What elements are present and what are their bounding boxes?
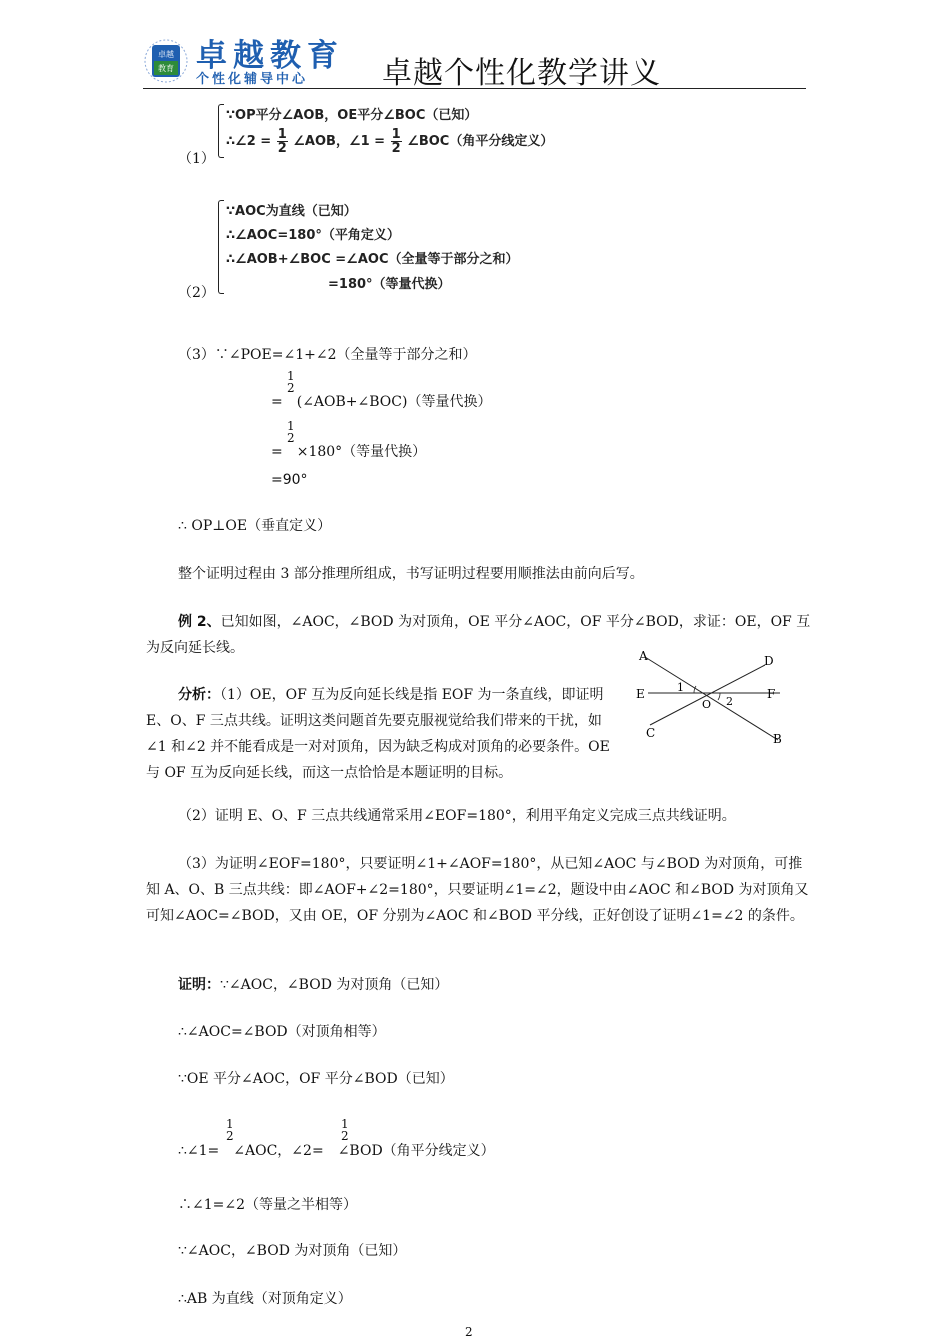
analysis-paragraph-1: 分析：（1）OE，OF 互为反向延长线是指 EOF 为一条直线，即证明 E、O、F 三点共线。证明这类问题首先要克服视觉给我们带来的干扰，如∠1 和∠2 并不能看成是一对对顶角，因为缺乏构成对顶角的必要条件。OE 与 OF 互为反向延长线，而这一点恰恰是本题证明的目标。	[146, 687, 610, 781]
label-O: O	[702, 698, 712, 711]
logo-text-bottom: 教育	[158, 64, 174, 73]
block1-line2-post: ∠BOC（角平分线定义）	[407, 134, 554, 149]
block1-line1: ∵OP平分∠AOB，OE平分∠BOC（已知）	[226, 108, 478, 123]
block3-fraction-2: 1 2	[287, 419, 295, 445]
block3-line4: =90°	[271, 472, 308, 488]
block1-fraction-a: $\frac{1}{2}$	[277, 127, 287, 156]
proof-step-3: ∵OE 平分∠AOC，OF 平分∠BOD（已知）	[178, 1071, 454, 1087]
proof-step-2: ∴∠AOC=∠BOD（对顶角相等）	[178, 1024, 386, 1040]
page-number: 2	[465, 1325, 473, 1339]
block1-line2	[226, 128, 553, 155]
brace-block-1	[218, 104, 224, 158]
block3-conclusion: ∴ OP⊥OE（垂直定义）	[178, 518, 332, 534]
angle-label-1: 1	[677, 681, 684, 694]
proof-step-6: ∵∠AOC，∠BOD 为对顶角（已知）	[178, 1243, 407, 1259]
label-D: D	[764, 654, 774, 668]
geometry-figure	[630, 645, 800, 745]
label-F: F	[767, 687, 776, 701]
brand-name: 卓越教育	[196, 38, 344, 74]
block2-line2: ∴∠AOC=180°（平角定义）	[226, 228, 400, 243]
proof-step-5: ∴∠1=∠2（等量之半相等）	[178, 1197, 358, 1213]
block2-line3: ∴∠AOB+∠BOC =∠AOC（全量等于部分之和）	[226, 252, 519, 267]
brand-logo	[143, 38, 189, 84]
block2-line4: =180°（等量代换）	[328, 277, 451, 292]
label-B: B	[773, 732, 782, 745]
analysis-paragraph-3: （3）为证明∠EOF=180°，只要证明∠1+∠AOF=180°，从已知∠AOC 与∠BOD 为对顶角，可推知 A、O、B 三点共线：即∠AOF+∠2=180°，只要证明∠1=∠2，题设中由∠AOC 和∠BOD 为对顶角又可知∠AOC=∠BOD，又由 OE，OF 分别为∠AOC 和∠BOD 平分线，正好创设了证明∠1=∠2 的条件。	[146, 856, 809, 924]
header-divider	[143, 88, 806, 89]
proof-step-7: ∴AB 为直线（对顶角定义）	[178, 1291, 352, 1307]
angle-label-2: 2	[726, 695, 733, 708]
block1-fraction-b: $\frac{1}{2}$	[391, 127, 401, 156]
example2-statement: 例 2、已知如图，∠AOC，∠BOD 为对顶角，OE 平分∠AOC，OF 平分∠BOD，求证：OE，OF 互为反向延长线。	[146, 614, 811, 656]
proof-step-1: 证明：∵∠AOC，∠BOD 为对顶角（已知）	[178, 977, 449, 993]
brand-subtitle: 个性化辅导中心	[196, 72, 309, 87]
summary-text: 整个证明过程由 3 部分推理所组成，书写证明过程要用顺推法由前向后写。	[178, 566, 644, 582]
block3-line1: （3）∵∠POE=∠1+∠2（全量等于部分之和）	[178, 347, 477, 363]
analysis-paragraph-2: （2）证明 E、O、F 三点共线通常采用∠EOF=180°，利用平角定义完成三点共线证明。	[178, 808, 736, 824]
block1-line2-mid: ∠AOB，∠1 =	[293, 134, 386, 149]
label-C: C	[646, 726, 656, 740]
label-E: E	[636, 687, 645, 701]
block3-line2: = (∠AOB+∠BOC)（等量代换）	[271, 394, 492, 410]
proof-fraction-2: 1 2	[341, 1117, 349, 1143]
document-title: 卓越个性化教学讲义	[382, 56, 661, 91]
proof-step-4: ∴∠1= ∠AOC，∠2= ∠BOD（角平分线定义）	[178, 1143, 495, 1159]
block1-label: （1）	[178, 151, 215, 167]
block3-line3: = ×180°（等量代换）	[271, 444, 427, 460]
logo-text-top: 卓越	[158, 50, 174, 59]
block3-fraction-1: 1 2	[287, 369, 295, 395]
block1-line2-pre: ∴∠2 =	[226, 134, 272, 149]
block2-line1: ∵AOC为直线（已知）	[226, 204, 357, 219]
block2-label: （2）	[178, 285, 215, 301]
brace-block-2	[218, 200, 224, 294]
label-A: A	[639, 649, 648, 663]
proof-fraction-1: 1 2	[226, 1117, 234, 1143]
